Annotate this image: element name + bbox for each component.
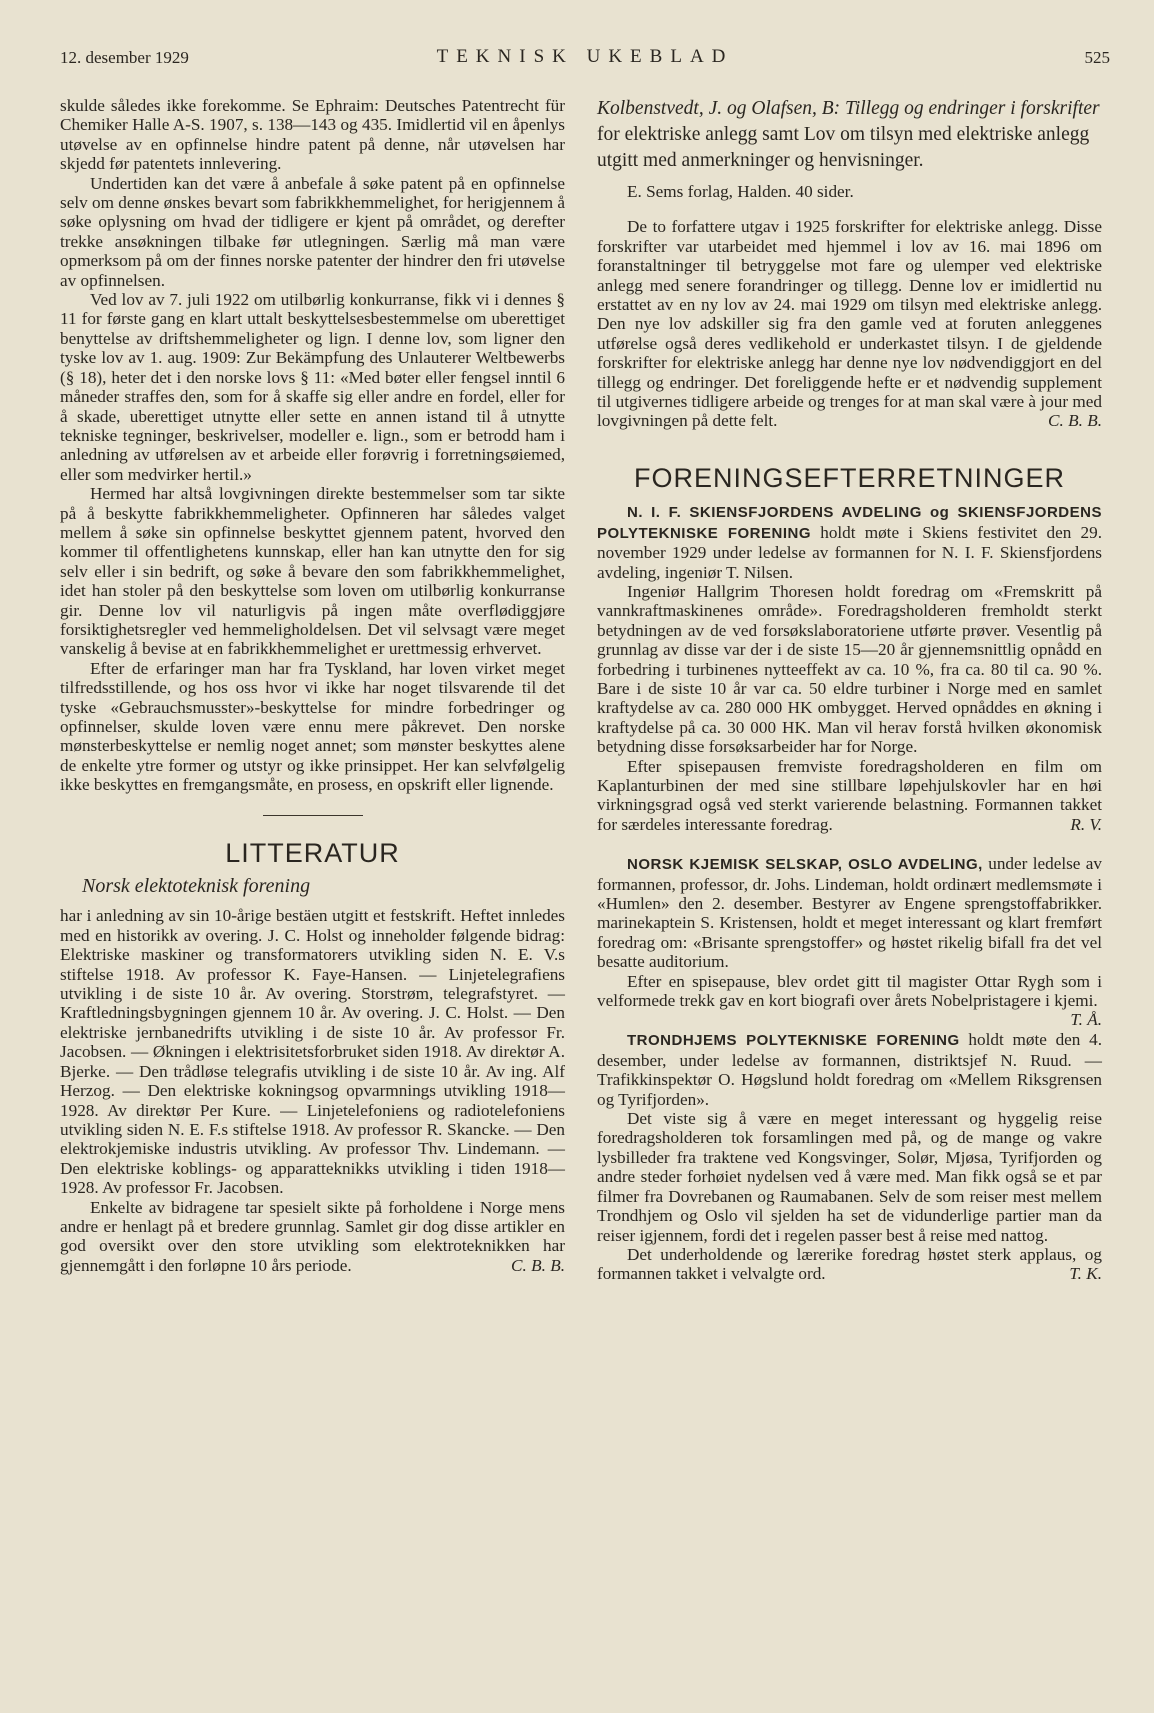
organization-heading: TRONDHJEMS POLYTEKNISKE FORENING	[627, 1032, 960, 1050]
right-column	[597, 96, 1102, 1284]
signature: T. K.	[1069, 1264, 1102, 1284]
paragraph: Hermed har altså lovgivningen direkte bestemmelser som tar sikte på å beskytte fabrikkhemmeligheter. Opfinneren har således valget mellem å søke sin opfinnelse beskyttet gjennem patent, hvorved den kommer til offentlighetens kunnskap, eller han kan utnytte den for sig selv eller i sin bedrift, og søke å bevare den som fabrikkhemmelighet, idet han stoler på den beskyttelse som loven om utilbørlig konkurranse gir. Denne lov vil naturligvis på ingen måte overflødiggjøre forsiktighetsregler ved hemmeligholdelsen. Det vil selvsagt være meget vanskelig å bevise at en fabrikkhemmelighet er urettmessig erhvervet.	[60, 484, 565, 659]
paragraph: N. I. F. SKIENSFJORDENS AVDELING og SKIENSFJORDENS POLYTEKNISKE FORENING holdt møte i Skiens festivitet den 29. november 1929 under ledelse av formannen for N. I. F. Skiensfjordens avdeling, ingeniør T. Nilsen.	[597, 504, 1103, 582]
book-authors: Kolbenstvedt, J. og Olafsen, B:	[597, 98, 841, 119]
section-title-foreningsefterretninger: FORENINGSEFTERRETNINGER	[633, 462, 1066, 493]
book-heading	[597, 96, 1102, 174]
issue-date: 12. desember 1929	[60, 48, 189, 67]
signature: C. B. B.	[511, 1255, 565, 1275]
paragraph: NORSK KJEMISK SELSKAP, OSLO AVDELING, under ledelse av formannen, professor, dr. Johs. Lindeman, holdt ordinært medlemsmøte i «Humlen» den 2. desember. Bestyrer av Engene sprengstoffabrikker. marinekaptein S. Kristensen, holdt et meget interessant og klart fremført foredrag om: «Brisante sprengstoffer» og høstet rikelig bifall fra det vel besatte auditorium.	[597, 854, 1103, 972]
organization-heading: NORSK KJEMISK SELSKAP, OSLO AVDELING,	[627, 856, 983, 874]
paragraph: Ingeniør Hallgrim Thoresen holdt foredrag om «Fremskritt på vannkraftmaskinenes område». Foredragsholderen fremholdt sterkt betydningen av de ved forsøkslaboratoriene utførte prøver. Vesentlig på grunnlag av disse var der i de siste 15—20 år gjennemsnittlig opnådd en forbedring i turbinenes nytteeffekt av ca. 10 %, fra ca. 80 til ca. 90 %. Bare i de siste 10 år var ca. 50 eldre turbiner i Norge med en samlet kraftydelse av ca. 280 000 HK ombygget. Herved opnåddes en økning i kraftydelse på ca. 30 000 HK. Man vil herav forstå hvilken økonomisk betydning disse forsøksarbeider har for Norge.	[597, 581, 1102, 757]
book-title: Tillegg og endringer i forskrifter	[845, 98, 1100, 119]
paragraph: De to forfattere utgav i 1925 forskrifter for elektriske anlegg. Disse forskrifter var utarbeidet med hjemmel i lov av 16. mai 1896 om foranstaltninger til betryggelse mot fare og ulemper ved elektriske anlegg med senere forandringer og tillegg. Denne lov er imidlertid nu erstattet av en ny lov av 24. mai 1929 om tilsyn med elektriske anlegg. Den nye lov adskiller sig fra den gamle ved at foruten anleggenes utførelse også deres vedlikehold er underkastet tilsyn. I de gjeldende forskrifter for elektriske anlegg har denne nye lov nødvendiggjort en del tillegg og endringer. Det foreliggende hefte er et nødvendig supplement til utgivernes tidligere arbeide og trenges for at man skal være à jour med lovgivningen på dette felt. C. B. B.	[597, 217, 1102, 431]
paragraph: TRONDHJEMS POLYTEKNISKE FORENING holdt møte den 4. desember, under ledelse av formannen, distriktsjef N. Ruud. — Trafikkinspektør O. Høgslund holdt foredrag om «Mellem Riksgrensen og Tyrifjorden».	[597, 1030, 1103, 1109]
article-subtitle: Norsk elektoteknisk forening	[82, 875, 311, 898]
section-divider	[263, 815, 363, 816]
paragraph: Undertiden kan det være å anbefale å søke patent på en opfinnelse selv om denne ønskes bevart som fabrikkhemmelighet, for herigjennem å søke oplysning om hvad der tidligere er kjent på området, og derefter trekke ansøkningen tilbake før utlegningen. Særlig må man være opmerksom på om der finnes norske patenter der hindrer den fri utøvelse av opfinnelsen.	[60, 173, 565, 290]
page-header	[60, 48, 1110, 78]
paragraph: Enkelte av bidragene tar spesielt sikte på forholdene i Norge mens andre er henlagt på et bredere grunnlag. Samlet gir dog disse artikler en god oversikt over den store utvikling som elektroteknikken har gjennemgått i den forløpne 10 års periode. C. B. B.	[60, 1197, 565, 1275]
publisher-line: E. Sems forlag, Halden. 40 sider.	[627, 182, 854, 201]
book-title-rest: for elektriske anlegg samt Lov om tilsyn med elektriske anlegg utgitt med anmerkninger og henvisninger.	[597, 124, 1090, 171]
section-title-litteratur: LITTERATUR	[225, 837, 400, 868]
paragraph: Efter spisepausen fremviste foredragsholderen en film om Kaplanturbinen der med sine stillbare løpehjulskovler har en høi virkningsgrad også ved sterkt varierende belastning. Formannen takket for særdeles interessante foredrag. R. V.	[597, 756, 1102, 834]
page-number: 525	[1084, 48, 1110, 67]
paragraph: Efter de erfaringer man har fra Tyskland, har loven virket meget tilfredsstillende, og hos oss hvor vi ikke har noget tilsvarende til det tyske «Gebrauchsmusster»-beskyttelse for mindre forbedringer og opfinnelser, skulde loven være ennu mere påkrevet. Den norske mønsterbeskyttelse er nemlig noget annet; som mønster beskyttes alene de enkelte ytre former og utstyr og ikke prinsippet. Her kan selvfølgelig ikke beskyttes en fremgangsmåte, en prosess, en opskrift eller lignende.	[60, 658, 565, 795]
paragraph: har i anledning av sin 10-årige bestäen utgitt et festskrift. Heftet innledes med en historikk av overing. J. C. Holst og inneholder følgende bidrag: Elektriske maskiner og transformatorers utvikling siden N. E. V.s stiftelse 1918. Av professor K. Faye-Hansen. — Linjetelegrafiens utvikling i de siste 10 år. Av overing. Storstrøm, telegrafstyret. — Kraftledningsbygningen gjennem 10 år. Av overing. J. C. Holst. — Den elektriske jernbanedrifts utvikling i de siste 10 år. Av professor Fr. Jacobsen. — Økningen i elektrisitetsforbruket siden 1918. Av direktør A. Bjerke. — Den trådløse telegrafis utvikling i de siste 10 år. Av ing. Alf Herzog. — Den elektriske kokningsog opvarmnings utvikling 1918—1928. Av direktør Per Kure. — Linjetelefoniens og radiotelefoniens utvikling siden N. E. F.s stiftelse 1918. Av professor R. Skancke. — Den elektrokjemiske industris utvikling. Av professor Thv. Lindemann. — Den elektriske koblings- og apparatteknikks utvikling i tiden 1918—1928. Av professor Fr. Jacobsen.	[60, 906, 565, 1198]
paragraph: skulde således ikke forekomme. Se Ephraim: Deutsches Patentrecht für Chemiker Halle A-S. 1907, s. 138—143 og 435. Imidlertid vil en åpenlys utøvelse av en opfinnelse hindre patent på denne, når utøvelsen har skjedd før patentets innlevering.	[60, 96, 565, 174]
publication-title: TEKNISK UKEBLAD	[436, 46, 734, 67]
signature: T. Å.	[1070, 1010, 1102, 1030]
signature: C. B. B.	[1048, 411, 1102, 431]
paragraph: Efter en spisepause, blev ordet gitt til magister Ottar Rygh som i velformede trekk gav en kort biografi over årets Nobelpristagere i kjemi. T. Å.	[597, 971, 1102, 1030]
organization-heading: N. I. F. SKIENSFJORDENS AVDELING og SKIENSFJORDENS POLYTEKNISKE FORENING	[597, 504, 1102, 542]
paragraph: Det underholdende og lærerike foredrag høstet sterk applaus, og formannen takket i velvalgte ord. T. K.	[597, 1244, 1102, 1284]
signature: R. V.	[1070, 814, 1102, 834]
paragraph: Det viste sig å være en meget interessant og hyggelig reise foredragsholderen tok forsamlingen med på, og de mange og vakre lysbilleder fra traktene ved Kongsvinger, Solør, Mjøsa, Tyrifjorden og andre steder forhøiet nydelsen ved å være med. Man fikk også se et par filmer fra Dovrebanen og Raumabanen. Selv de som reiser mest mellem Trondhjem og Oslo vil sjelden ha set de vidunderlige partier man da reiser igjennem, fordi det i regelen passer best å reise med nattog.	[597, 1109, 1102, 1245]
paragraph: Ved lov av 7. juli 1922 om utilbørlig konkurranse, fikk vi i dennes § 11 for første gang en klart uttalt beskyttelsesbestemmelse om uberettiget benyttelse av driftshemmeligheter og lign. I denne lov, som ligner den tyske lov av 1. aug. 1909: Zur Bekämpfung des Unlauterer Weltbewerbs (§ 18), heter det i den norske lovs § 11: «Med bøter eller fengsel inntil 6 måneder straffes den, som for å skaffe sig eller andre en fordel, eller for å skade, uberettiget utnytte eller sette en annen istand til å utnytte tekniske tegninger, beskrivelser, modeller e. lign., som er betrodd ham i anledning av utførelsen av et arbeide eller forøvrig i forretningsøiemed, eller som medvirker hertil.»	[60, 290, 565, 484]
left-column	[60, 96, 565, 1275]
